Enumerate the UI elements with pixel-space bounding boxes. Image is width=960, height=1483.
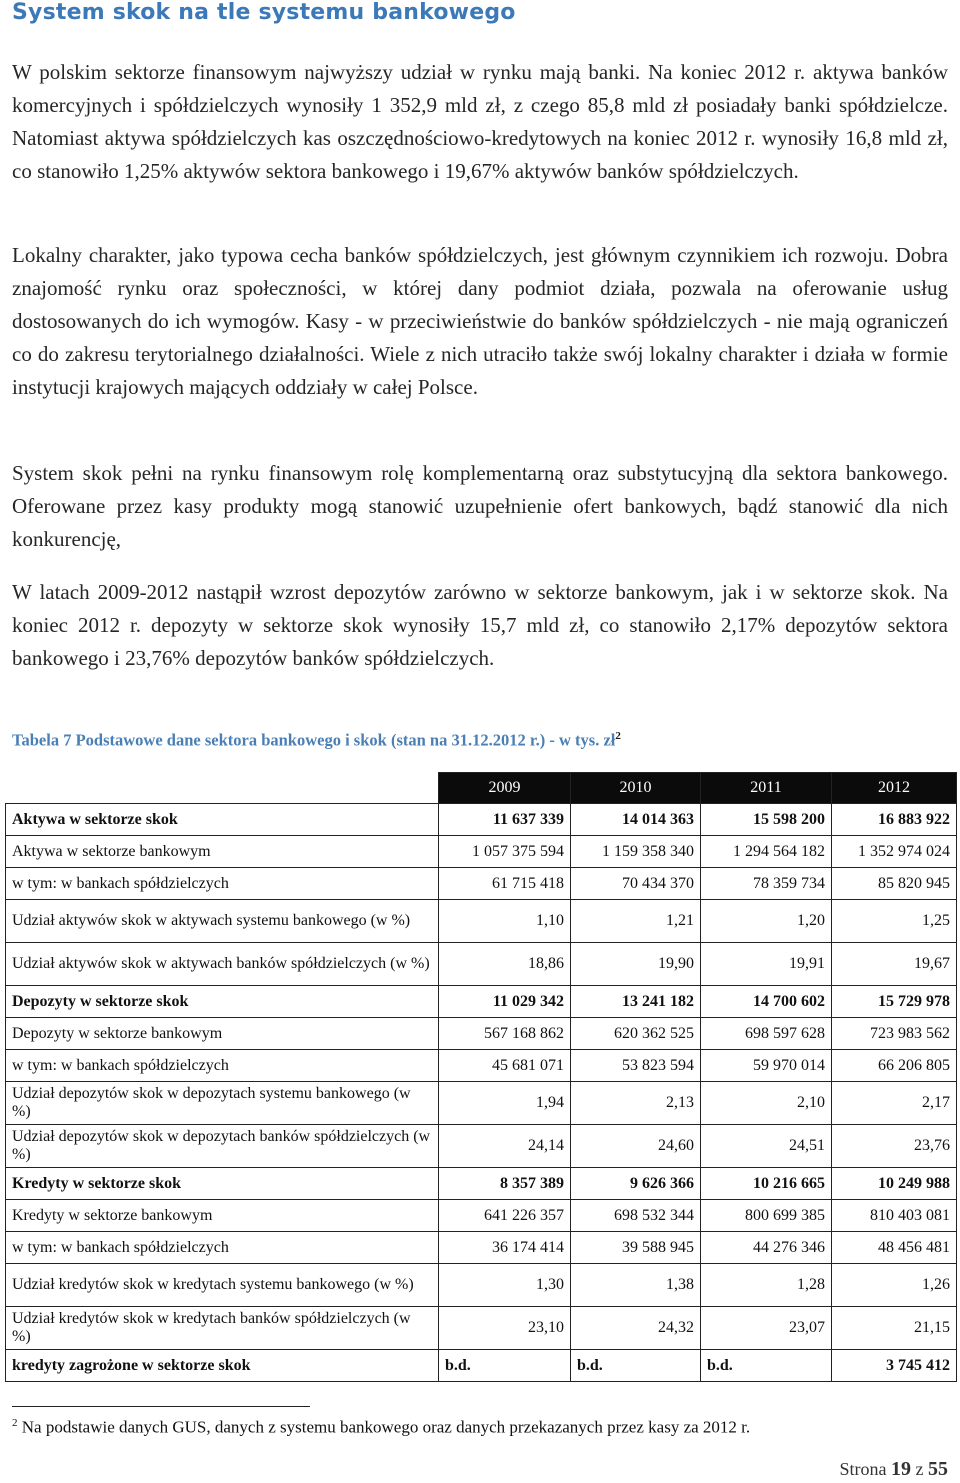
table-cell: 53 823 594	[571, 1050, 701, 1082]
table-cell: 70 434 370	[571, 868, 701, 900]
table-cell: 10 216 665	[701, 1168, 832, 1200]
row-label: Aktywa w sektorze bankowym	[6, 836, 439, 868]
table-cell: 16 883 922	[832, 804, 957, 836]
table-cell: 1,38	[571, 1264, 701, 1307]
table-cell: 620 362 525	[571, 1018, 701, 1050]
footnote-divider	[12, 1406, 310, 1407]
table-cell: b.d.	[701, 1350, 832, 1382]
table-cell: 85 820 945	[832, 868, 957, 900]
table-cell: 23,07	[701, 1307, 832, 1350]
table-cell: 1 294 564 182	[701, 836, 832, 868]
table-cell: 10 249 988	[832, 1168, 957, 1200]
table-cell: 1,20	[701, 900, 832, 943]
table-row	[6, 868, 957, 900]
footnote-ref: 2	[12, 1417, 18, 1429]
page-number	[840, 1458, 949, 1481]
paragraph-4: W latach 2009-2012 nastąpił wzrost depozytów zarówno w sektorze bankowym, jak i w sektorze skok. Na koniec 2012 r. depozyty w sektorze skok wynosiły 15,7 mld zł, co stanowiło 2,17% depozytów sektora bankowego i 23,76% depozytów banków spółdzielczych.	[12, 580, 948, 670]
year-header: 2011	[701, 773, 832, 804]
table-row	[6, 1232, 957, 1264]
table-cell: 19,67	[832, 943, 957, 986]
table-cell: 36 174 414	[439, 1232, 571, 1264]
paragraph-2: Lokalny charakter, jako typowa cecha banków spółdzielczych, jest głównym czynnikiem ich rozwoju. Dobra znajomość rynku oraz społeczności, w której dany podmiot działa, pozwala na oferowanie usług dostosowanych do ich wymogów. Kasy - w przeciwieństwie do banków spółdzielczych - nie mają ograniczeń co do zakresu terytorialnego działalności. Wiele z nich utraciło także swój lokalny charakter i działa w formie instytucji krajowych mających oddziały w całej Polsce.	[12, 243, 948, 399]
table-cell: 15 729 978	[832, 986, 957, 1018]
table-cell: 59 970 014	[701, 1050, 832, 1082]
table-header-blank	[6, 773, 439, 804]
table-row	[6, 1350, 957, 1382]
table-row	[6, 900, 957, 943]
table-cell: 18,86	[439, 943, 571, 986]
table-cell: 1 057 375 594	[439, 836, 571, 868]
year-header: 2009	[439, 773, 571, 804]
table-cell: 23,10	[439, 1307, 571, 1350]
row-label: Depozyty w sektorze bankowym	[6, 1018, 439, 1050]
table-row	[6, 836, 957, 868]
table-cell: 8 357 389	[439, 1168, 571, 1200]
table-cell: 1 352 974 024	[832, 836, 957, 868]
table-cell: 698 532 344	[571, 1200, 701, 1232]
row-label: w tym: w bankach spółdzielczych	[6, 1232, 439, 1264]
row-label: Udział aktywów skok w aktywach systemu bankowego (w %)	[6, 900, 439, 943]
table-row	[6, 1018, 957, 1050]
table-cell: 39 588 945	[571, 1232, 701, 1264]
table-caption-footnote-ref: 2	[615, 730, 621, 742]
paragraph-3: System skok pełni na rynku finansowym rolę komplementarną oraz substytucyjną dla sektora bankowego. Oferowane przez kasy produkty mogą stanowić uzupełnienie ofert bankowych, bądź stanowić dla nich konkurencję,	[12, 461, 948, 551]
table-row	[6, 1082, 957, 1125]
row-label: Udział depozytów skok w depozytach systemu bankowego (w %)	[6, 1082, 439, 1125]
table-cell: 14 014 363	[571, 804, 701, 836]
page-current: 19	[891, 1458, 911, 1480]
table-cell: 19,90	[571, 943, 701, 986]
table-cell: 641 226 357	[439, 1200, 571, 1232]
table-row	[6, 1168, 957, 1200]
table-cell: 19,91	[701, 943, 832, 986]
table-cell: 45 681 071	[439, 1050, 571, 1082]
table-cell: 15 598 200	[701, 804, 832, 836]
table-row	[6, 1264, 957, 1307]
table-cell: b.d.	[571, 1350, 701, 1382]
row-label: Udział depozytów skok w depozytach banków spółdzielczych (w %)	[6, 1125, 439, 1168]
table-cell: 1,28	[701, 1264, 832, 1307]
table-cell: 23,76	[832, 1125, 957, 1168]
table-cell: 11 637 339	[439, 804, 571, 836]
page-prefix: Strona	[839, 1459, 887, 1479]
table-cell: 810 403 081	[832, 1200, 957, 1232]
table-cell: 24,14	[439, 1125, 571, 1168]
table-row	[6, 986, 957, 1018]
table-cell: 1,30	[439, 1264, 571, 1307]
row-label: Depozyty w sektorze skok	[6, 986, 439, 1018]
row-label: Udział aktywów skok w aktywach banków spółdzielczych (w %)	[6, 943, 439, 986]
row-label: w tym: w bankach spółdzielczych	[6, 868, 439, 900]
table-row	[6, 1125, 957, 1168]
table-row	[6, 943, 957, 986]
paragraph-1: W polskim sektorze finansowym najwyższy udział w rynku mają banki. Na koniec 2012 r. aktywa banków komercyjnych i spółdzielczych wynosiły 1 352,9 mld zł, z czego 85,8 mld zł posiadały banki spółdzielcze. Natomiast aktywa spółdzielczych kas oszczędnościowo-kredytowych na koniec 2012 r. wynosiły 16,8 mld zł, co stanowiło 1,25% aktywów sektora bankowego i 19,67% aktywów banków spółdzielczych.	[12, 60, 948, 183]
footnote-text: Na podstawie danych GUS, danych z systemu bankowego oraz danych przekazanych przez kasy za 2012 r.	[21, 1417, 751, 1437]
row-label: Kredyty w sektorze skok	[6, 1168, 439, 1200]
table-cell: 1,26	[832, 1264, 957, 1307]
row-label: Udział kredytów skok w kredytach systemu bankowego (w %)	[6, 1264, 439, 1307]
table-cell: 1,94	[439, 1082, 571, 1125]
table-cell: 13 241 182	[571, 986, 701, 1018]
row-label: kredyty zagrożone w sektorze skok	[6, 1350, 439, 1382]
table-cell: 24,51	[701, 1125, 832, 1168]
row-label: w tym: w bankach spółdzielczych	[6, 1050, 439, 1082]
row-label: Aktywa w sektorze skok	[6, 804, 439, 836]
row-label: Kredyty w sektorze bankowym	[6, 1200, 439, 1232]
table-cell: 567 168 862	[439, 1018, 571, 1050]
table-cell: 1,10	[439, 900, 571, 943]
table-row	[6, 1200, 957, 1232]
year-header: 2010	[571, 773, 701, 804]
table-row	[6, 804, 957, 836]
table-cell: 61 715 418	[439, 868, 571, 900]
data-table	[5, 772, 957, 1382]
table-row	[6, 1307, 957, 1350]
table-caption	[12, 730, 621, 751]
table-cell: 66 206 805	[832, 1050, 957, 1082]
table-cell: 78 359 734	[701, 868, 832, 900]
table-cell: 1 159 358 340	[571, 836, 701, 868]
table-caption-text: Tabela 7 Podstawowe dane sektora bankowego i skok (stan na 31.12.2012 r.) - w tys. zł	[12, 730, 616, 750]
page-total: 55	[928, 1458, 948, 1480]
page-sep: z	[915, 1459, 924, 1479]
table-row	[6, 1050, 957, 1082]
table-cell: 723 983 562	[832, 1018, 957, 1050]
table-cell: 2,13	[571, 1082, 701, 1125]
table-cell: 14 700 602	[701, 986, 832, 1018]
table-cell: 3 745 412	[832, 1350, 957, 1382]
year-header: 2012	[832, 773, 957, 804]
table-cell: 800 699 385	[701, 1200, 832, 1232]
footnote	[12, 1417, 750, 1438]
table-header-row	[6, 773, 957, 804]
table-cell: 698 597 628	[701, 1018, 832, 1050]
table-cell: 1,25	[832, 900, 957, 943]
table-cell: 44 276 346	[701, 1232, 832, 1264]
table-cell: b.d.	[439, 1350, 571, 1382]
section-title: System skok na tle systemu bankowego	[12, 0, 516, 25]
table-cell: 48 456 481	[832, 1232, 957, 1264]
table-cell: 11 029 342	[439, 986, 571, 1018]
table-cell: 2,10	[701, 1082, 832, 1125]
table-cell: 1,21	[571, 900, 701, 943]
row-label: Udział kredytów skok w kredytach banków spółdzielczych (w %)	[6, 1307, 439, 1350]
table-cell: 24,32	[571, 1307, 701, 1350]
table-cell: 21,15	[832, 1307, 957, 1350]
table-cell: 9 626 366	[571, 1168, 701, 1200]
table-cell: 2,17	[832, 1082, 957, 1125]
table-cell: 24,60	[571, 1125, 701, 1168]
table-body	[6, 804, 957, 1382]
